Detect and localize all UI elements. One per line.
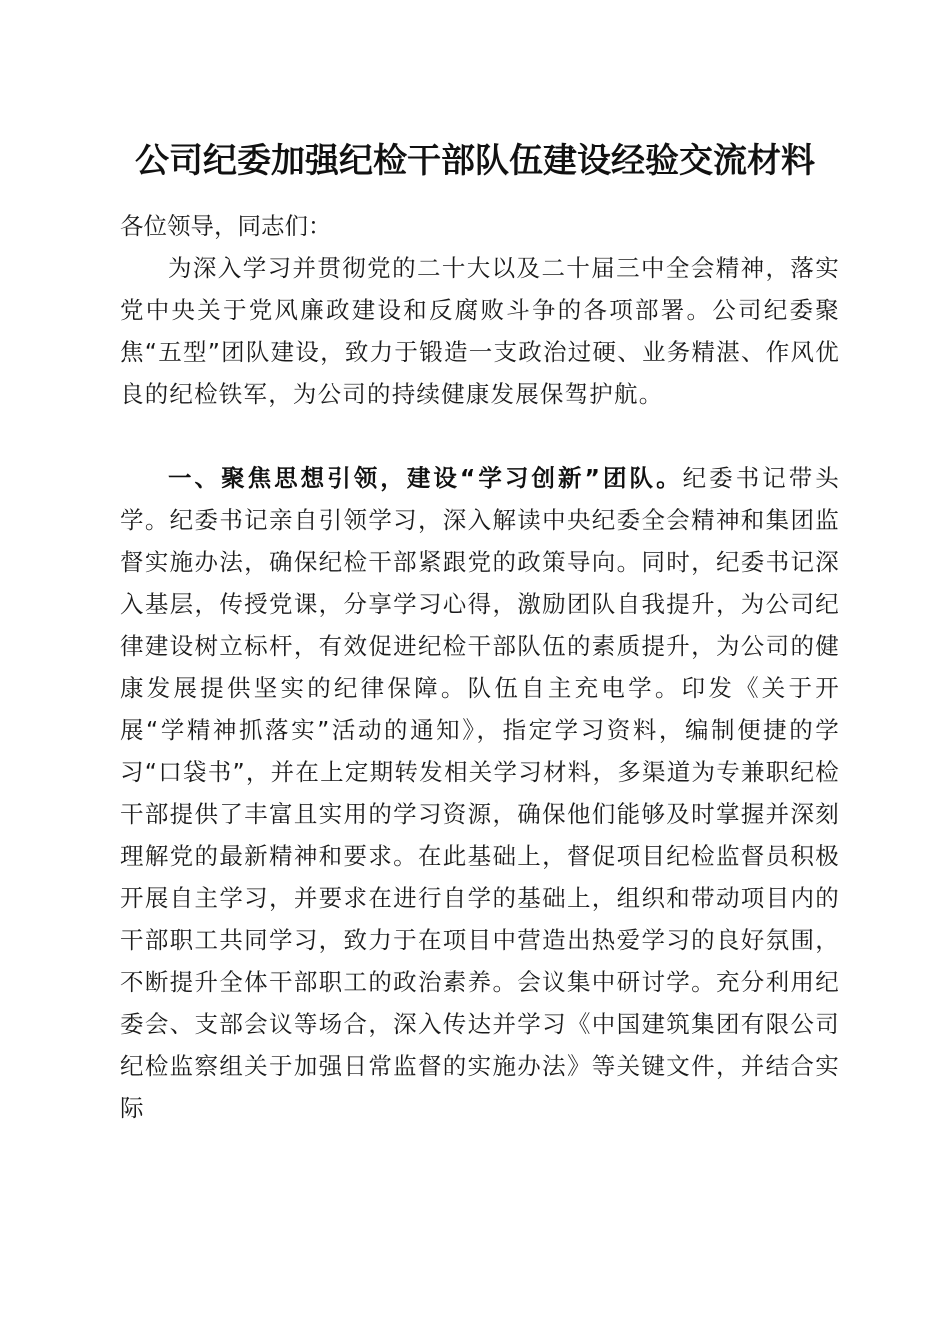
salutation: 各位领导，同志们： <box>120 212 332 240</box>
opening-paragraph: 为深入学习并贯彻党的二十大以及二十届三中全会精神，落实党中央关于党风廉政建设和反腐败斗争的各项部署。公司纪委聚焦“五型”团队建设，致力于锻造一支政治过硬、业务精湛、作风优良的纪检铁军，为公司的持续健康发展保驾护航。 <box>120 254 840 408</box>
document-title: 公司纪委加强纪检干部队伍建设经验交流材料 <box>135 141 815 181</box>
section-1-body: 纪委书记带头学。纪委书记亲自引领学习，深入解读中央纪委全会精神和集团监督实施办法，确保纪检干部紧跟党的政策导向。同时，纪委书记深入基层，传授党课，分享学习心得，激励团队自我提升，为公司纪律建设树立标杆，有效促进纪检干部队伍的素质提升，为公司的健康发展提供坚实的纪律保障。队伍自主充电学。印发《关于开展“学精神抓落实”活动的通知》，指定学习资料，编制便捷的学习“口袋书”，并在上定期转发相关学习材料，多渠道为专兼职纪检干部提供了丰富且实用的学习资源，确保他们能够及时掌握并深刻理解党的最新精神和要求。在此基础上，督促项目纪检监督员积极开展自主学习，并要求在进行自学的基础上，组织和带动项目内的干部职工共同学习，致力于在项目中营造出热爱学习的良好氛围，不断提升全体干部职工的政治素养。会议集中研讨学。充分利用纪委会、支部会议等场合，深入传达并学习《中国建筑集团有限公司纪检监察组关于加强日常监督的实施办法》等关键文件，并结合实际 <box>120 464 841 1122</box>
section-1-paragraph <box>120 457 840 1129</box>
section-1-heading: 一、聚焦思想引领，建设“学习创新”团队。 <box>168 464 683 492</box>
